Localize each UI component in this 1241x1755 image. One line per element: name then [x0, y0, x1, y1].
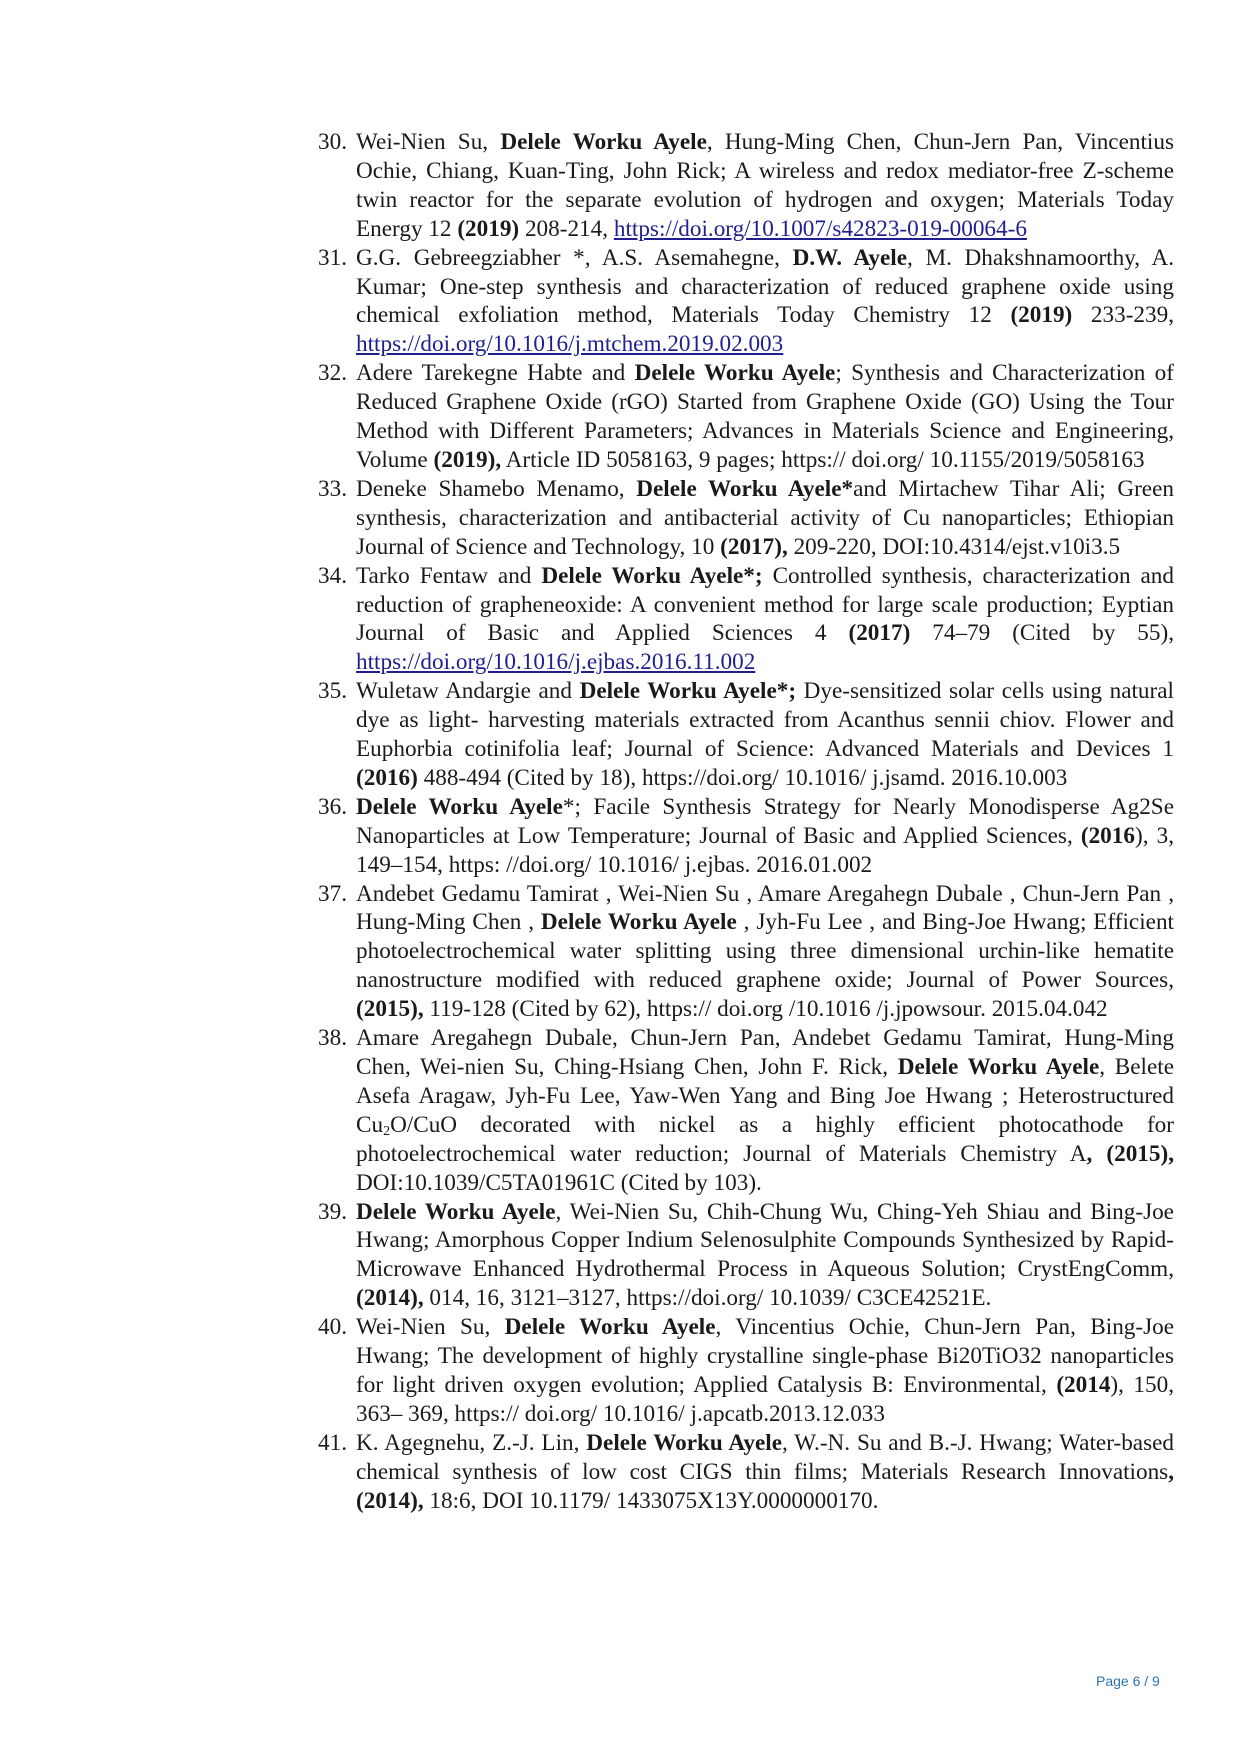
- reference-item: [318, 1198, 1174, 1314]
- reference-text: 014, 16, 3121–3127, https://doi.org/ 10.1039/ C3CE42521E.: [423, 1285, 992, 1312]
- bold-text: Delele Worku Ayele: [634, 360, 836, 387]
- reference-number: 39.: [318, 1198, 347, 1225]
- reference-text: , Wei-Nien Su, Chih-Chung Wu, Ching-Yeh Shiau and Bing-Joe Hwang; Amorphous Copper Indium Selenosulphite Compounds Synthesized by Rapid- Microwave Enhanced Hydrothermal Process in Aqueous Solution; CrystEngComm,: [356, 1198, 1174, 1283]
- reference-text: Wei-Nien Su,: [356, 1314, 505, 1341]
- reference-text: Tarko Fentaw and: [356, 562, 542, 589]
- bold-text: Delele Worku Ayele: [540, 909, 737, 936]
- bold-text: Delele Worku Ayele: [897, 1054, 1100, 1080]
- reference-item: [318, 880, 1174, 1025]
- reference-text: Wei-Nien Su,: [356, 129, 501, 155]
- reference-item: [318, 475, 1174, 562]
- reference-text: O/CuO decorated with nickel as a highly efficient photocathode for photoelectrochemical water reduction; Journal of Materials Chemistry A: [356, 1111, 1174, 1167]
- reference-text: Article ID 5058163, 9 pages; https:// doi.org/ 10.1155/2019/5058163: [501, 446, 1145, 473]
- reference-text: 488-494 (Cited by 18), https://doi.org/ 10.1016/ j.jsamd. 2016.10.003: [417, 764, 1068, 791]
- reference-text: DOI:10.1039/C5TA01961C (Cited by 103).: [356, 1169, 762, 1196]
- reference-list: [318, 128, 1175, 1516]
- bold-text: (2016: [1080, 822, 1135, 849]
- reference-item: [318, 1024, 1174, 1197]
- reference-text: Controlled synthesis, characterization and reduction of grapheneoxide: A convenient method for large scale production; Eyptian Journal of Basic and Applied Sciences 4: [356, 562, 1174, 647]
- subscript-text: 2: [383, 1123, 391, 1139]
- reference-text: K. Agegnehu, Z.-J. Lin,: [356, 1429, 587, 1456]
- reference-text: Adere Tarekegne Habte and: [356, 360, 635, 387]
- reference-number: 36.: [318, 793, 347, 820]
- reference-number: 32.: [318, 360, 347, 387]
- bold-text: D.W. Ayele: [792, 244, 908, 271]
- reference-text: , Jyh-Fu Lee , and Bing-Joe Hwang; Efficient photoelectrochemical water splitting using three dimensional urchin-like hematite nanostructure modified with reduced graphene oxide; Journal of Power Sources,: [356, 909, 1174, 994]
- reference-text: , W.-N. Su and B.-J. Hwang; Water-based chemical synthesis of low cost CIGS thin films; Materials Research Innovations: [356, 1429, 1174, 1485]
- bold-text: Delele Worku Ayele*: [636, 475, 854, 502]
- bold-text: Delele Worku Ayele: [504, 1314, 716, 1341]
- reference-item: [318, 359, 1174, 475]
- reference-item: [318, 677, 1174, 793]
- reference-number: 33.: [318, 475, 347, 502]
- reference-text: , M. Dhakshnamoorthy, A. Kumar; One-step synthesis and characterization of reduced graphene oxide using chemical exfoliation method, Materials Today Chemistry 12: [356, 244, 1174, 329]
- reference-text: ), 3, 149–154, https: //doi.org/ 10.1016/ j.ejbas. 2016.01.002: [356, 822, 1174, 878]
- reference-text: *; Facile Synthesis Strategy for Nearly Monodisperse Ag2Se Nanoparticles at Low Temperature; Journal of Basic and Applied Sciences,: [356, 793, 1174, 849]
- bold-text: (2019): [1010, 302, 1073, 329]
- bold-text: , (2015),: [1086, 1140, 1174, 1167]
- reference-item: [318, 1313, 1175, 1429]
- reference-text: Andebet Gedamu Tamirat , Wei-Nien Su , Amare Aregahegn Dubale , Chun-Jern Pan , Hung-Ming Chen ,: [356, 880, 1174, 936]
- reference-text: and Mirtachew Tihar Ali; Green synthesis, characterization and antibacterial activity of Cu nanoparticles; Ethiopian Journal of Science and Technology, 10: [356, 475, 1174, 560]
- reference-text: 18:6, DOI 10.1179/ 1433075X13Y.0000000170.: [423, 1487, 879, 1514]
- bold-text: (2019),: [433, 446, 502, 473]
- reference-text: 119-128 (Cited by 62), https:// doi.org /10.1016 /j.jpowsour. 2015.04.042: [423, 996, 1108, 1023]
- reference-text: Wuletaw Andargie and: [356, 678, 580, 705]
- reference-text: ; Synthesis and Characterization of Reduced Graphene Oxide (rGO) Started from Graphene Oxide (GO) Using the Tour Method with Different Parameters; Advances in Materials Science and Engineering, Volume: [356, 360, 1174, 473]
- reference-text: , Vincentius Ochie, Chun-Jern Pan, Bing-Joe Hwang; The development of highly crystalline single-phase Bi20TiO32 nanoparticles for light driven oxygen evolution; Applied Catalysis B: Environmental,: [356, 1314, 1175, 1398]
- bold-text: (2014),: [356, 1285, 424, 1312]
- reference-number: 38.: [318, 1025, 347, 1052]
- reference-text: , Hung-Ming Chen, Chun-Jern Pan, Vincentius Ochie, Chiang, Kuan-Ting, John Rick; A wireless and redox mediator-free Z-scheme twin reactor for the separate evolution of hydrogen and oxygen; Materials Today Energy 12: [356, 129, 1174, 242]
- page-number: Page 6 / 9: [1096, 1673, 1160, 1689]
- bold-text: (2015),: [356, 996, 424, 1023]
- reference-number: 30.: [318, 129, 347, 155]
- reference-number: 41.: [318, 1429, 347, 1456]
- doi-link[interactable]: https://doi.org/10.1007/s42823-019-00064-6: [613, 215, 1027, 242]
- doi-link[interactable]: https://doi.org/10.1016/j.mtchem.2019.02.003: [356, 331, 784, 358]
- reference-item: [318, 1429, 1174, 1516]
- doi-link[interactable]: https://doi.org/10.1016/j.ejbas.2016.11.002: [356, 649, 756, 676]
- reference-text: , Belete Asefa Aragaw, Jyh-Fu Lee, Yaw-Wen Yang and Bing Joe Hwang ; Heterostructured Cu: [356, 1054, 1174, 1138]
- bold-text: Delele Worku Ayele*;: [541, 562, 763, 589]
- bold-text: Delele Worku Ayele: [586, 1429, 783, 1456]
- reference-item: [318, 128, 1174, 244]
- reference-number: 34.: [318, 562, 347, 589]
- reference-number: 35.: [318, 678, 347, 705]
- reference-number: 31.: [318, 244, 347, 271]
- bold-text: Delele Worku Ayele: [356, 793, 563, 820]
- bold-text: (2017): [848, 620, 911, 647]
- bold-text: (2019): [457, 215, 520, 242]
- bold-text: , (2014),: [356, 1458, 1174, 1514]
- reference-item: [318, 244, 1174, 360]
- reference-text: 209-220, DOI:10.4314/ejst.v10i3.5: [787, 533, 1121, 560]
- reference-number: 40.: [318, 1314, 347, 1341]
- reference-text: Dye-sensitized solar cells using natural dye as light- harvesting materials extracted from Acanthus sennii chiov. Flower and Euphorbia cotinifolia leaf; Journal of Science: Advanced Materials and Devices 1: [356, 678, 1174, 763]
- bold-text: (2016): [356, 764, 418, 791]
- reference-text: Amare Aregahegn Dubale, Chun-Jern Pan, Andebet Gedamu Tamirat, Hung-Ming Chen, Wei-nien Su, Ching-Hsiang Chen, John F. Rick,: [356, 1025, 1174, 1080]
- reference-text: Deneke Shamebo Menamo,: [356, 475, 637, 502]
- reference-item: [318, 562, 1174, 678]
- bold-text: Delele Worku Ayele*;: [579, 678, 797, 705]
- reference-text: G.G. Gebreegziabher *, A.S. Asemahegne,: [356, 244, 793, 271]
- bold-text: Delele Worku Ayele: [356, 1198, 556, 1225]
- reference-number: 37.: [318, 880, 347, 907]
- reference-text: ), 150, 363– 369, https:// doi.org/ 10.1016/ j.apcatb.2013.12.033: [356, 1371, 1174, 1427]
- reference-text: 208-214,: [519, 215, 614, 242]
- bold-text: Delele Worku Ayele: [500, 129, 707, 155]
- bold-text: (2017),: [720, 533, 788, 560]
- reference-item: [318, 793, 1174, 880]
- bold-text: (2014: [1056, 1371, 1111, 1398]
- reference-text: 74–79 (Cited by 55),: [910, 620, 1174, 647]
- reference-text: 233-239,: [1072, 302, 1174, 329]
